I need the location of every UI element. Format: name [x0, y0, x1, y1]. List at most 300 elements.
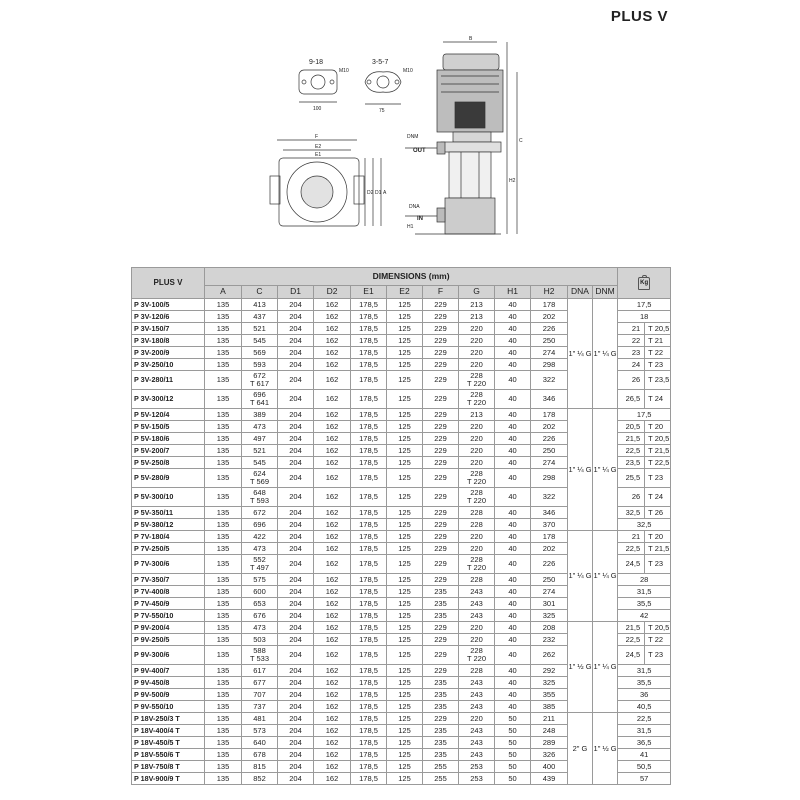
weight-single-phase: 26 — [618, 488, 645, 507]
cell-d1: 204 — [278, 531, 314, 543]
cell-a: 135 — [205, 445, 242, 457]
model-cell: P 9V-300/6 — [132, 646, 205, 665]
weight-three-phase: T 21,5 — [645, 445, 671, 457]
cell-g — [459, 347, 495, 359]
cell-h1: 40 — [495, 543, 531, 555]
cell-d2: 162 — [314, 531, 351, 543]
cell-d2: 162 — [314, 299, 351, 311]
cell-g — [459, 359, 495, 371]
cell-f: 235 — [423, 586, 459, 598]
cell-g — [459, 543, 495, 555]
model-cell: P 7V-450/9 — [132, 598, 205, 610]
cell-h2: 262 — [531, 646, 568, 665]
cell-h2: 370 — [531, 519, 568, 531]
cell-g-line: T 220 — [466, 496, 487, 505]
cell-d1: 204 — [278, 299, 314, 311]
cell-g-line: 243 — [470, 677, 483, 687]
cell-g-line: T 220 — [466, 398, 487, 407]
cell-d2: 162 — [314, 773, 351, 785]
cell-d2: 162 — [314, 371, 351, 390]
cell-c-line: 521 — [253, 445, 266, 455]
cell-f: 229 — [423, 574, 459, 586]
cell-e1: 178,5 — [351, 773, 387, 785]
cell-e2: 125 — [387, 409, 423, 421]
cell-f: 229 — [423, 311, 459, 323]
cell-c — [242, 773, 278, 785]
cell-h2: 202 — [531, 421, 568, 433]
cell-h2: 178 — [531, 409, 568, 421]
cell-e1: 178,5 — [351, 646, 387, 665]
cell-h1: 50 — [495, 761, 531, 773]
cell-c-line: 503 — [253, 634, 266, 644]
plan-dim-e1: E1 — [315, 152, 322, 158]
model-cell: P 3V-150/7 — [132, 323, 205, 335]
weight-three-phase: T 22 — [645, 347, 671, 359]
cell-d2: 162 — [314, 519, 351, 531]
cell-c-line: 624 — [253, 469, 266, 479]
weight-single-phase: 21 — [618, 323, 645, 335]
weight-three-phase: T 22 — [645, 634, 671, 646]
cell-h1: 40 — [495, 390, 531, 409]
cell-h1: 40 — [495, 335, 531, 347]
cell-d1: 204 — [278, 701, 314, 713]
cell-e1: 178,5 — [351, 610, 387, 622]
cell-h2: 250 — [531, 335, 568, 347]
cell-d2: 162 — [314, 749, 351, 761]
cell-d2: 162 — [314, 347, 351, 359]
cell-h1: 40 — [495, 457, 531, 469]
cell-c-line: T 617 — [249, 379, 270, 388]
cell-g — [459, 622, 495, 634]
cell-g-line: 228 — [470, 507, 483, 517]
column-header-e1: E1 — [351, 286, 387, 299]
table-row — [132, 622, 671, 634]
column-header-a: A — [205, 286, 242, 299]
model-cell: P 3V-280/11 — [132, 371, 205, 390]
cell-c — [242, 586, 278, 598]
cell-c-line: 640 — [253, 737, 266, 747]
cell-g-line: 228 — [470, 519, 483, 529]
cell-c-line: 521 — [253, 323, 266, 333]
cell-c — [242, 347, 278, 359]
cell-e2: 125 — [387, 531, 423, 543]
cell-c-line: T 593 — [249, 496, 270, 505]
column-header-h1: H1 — [495, 286, 531, 299]
flange-dim-75: 75 — [379, 108, 385, 114]
cell-g-line: 228 — [470, 390, 483, 400]
cell-g-line: 243 — [470, 598, 483, 608]
cell-c — [242, 390, 278, 409]
weight-cell: 35,5 — [618, 598, 671, 610]
cell-e1: 178,5 — [351, 586, 387, 598]
weight-single-phase: 32,5 — [618, 507, 645, 519]
cell-a: 135 — [205, 598, 242, 610]
plan-dim-d2: D2 — [367, 190, 374, 196]
cell-h2: 226 — [531, 433, 568, 445]
cell-h1: 40 — [495, 421, 531, 433]
cell-a: 135 — [205, 519, 242, 531]
cell-e2: 125 — [387, 749, 423, 761]
cell-e2: 125 — [387, 725, 423, 737]
cell-d2: 162 — [314, 598, 351, 610]
cell-e2: 125 — [387, 555, 423, 574]
model-cell: P 3V-250/10 — [132, 359, 205, 371]
cell-a: 135 — [205, 749, 242, 761]
cell-c-line: 677 — [253, 677, 266, 687]
flange-3-5-7-drawing — [365, 72, 401, 104]
cell-c-line: T 497 — [249, 563, 270, 572]
weight-three-phase: T 24 — [645, 390, 671, 409]
column-header-e2: E2 — [387, 286, 423, 299]
cell-d1: 204 — [278, 689, 314, 701]
table-row — [132, 713, 671, 725]
cell-g — [459, 335, 495, 347]
cell-c-line: 413 — [253, 299, 266, 309]
model-cell: P 5V-300/10 — [132, 488, 205, 507]
cell-dna: 1" ¼ G — [568, 299, 593, 409]
cell-dnm: 1" ¼ G — [593, 622, 618, 713]
cell-d2: 162 — [314, 433, 351, 445]
model-cell: P 5V-180/6 — [132, 433, 205, 445]
cell-d1: 204 — [278, 646, 314, 665]
cell-g — [459, 701, 495, 713]
cell-c — [242, 677, 278, 689]
cell-g-line: 243 — [470, 725, 483, 735]
cell-e2: 125 — [387, 761, 423, 773]
cell-d2: 162 — [314, 421, 351, 433]
model-cell: P 18V-750/8 T — [132, 761, 205, 773]
cell-d1: 204 — [278, 457, 314, 469]
cell-c — [242, 574, 278, 586]
cell-e2: 125 — [387, 507, 423, 519]
cell-c-line: 569 — [253, 347, 266, 357]
cell-a: 135 — [205, 421, 242, 433]
cell-c-line: 653 — [253, 598, 266, 608]
cell-d1: 204 — [278, 610, 314, 622]
cell-c — [242, 323, 278, 335]
cell-g — [459, 311, 495, 323]
weight-cell: 31,5 — [618, 586, 671, 598]
cell-g-line: 228 — [470, 555, 483, 565]
model-cell: P 7V-400/8 — [132, 586, 205, 598]
cell-g — [459, 586, 495, 598]
cell-g — [459, 555, 495, 574]
cell-c — [242, 519, 278, 531]
cell-g-line: 220 — [470, 433, 483, 443]
cell-e1: 178,5 — [351, 433, 387, 445]
cell-dna: 2" G — [568, 713, 593, 785]
cell-h2: 346 — [531, 390, 568, 409]
cell-h1: 40 — [495, 409, 531, 421]
cell-a: 135 — [205, 488, 242, 507]
cell-g-line: 243 — [470, 749, 483, 759]
cell-c — [242, 507, 278, 519]
cell-h1: 50 — [495, 737, 531, 749]
cell-a: 135 — [205, 725, 242, 737]
cell-g-line: 253 — [470, 773, 483, 783]
cell-a: 135 — [205, 390, 242, 409]
cell-c — [242, 634, 278, 646]
cell-d1: 204 — [278, 761, 314, 773]
cell-h1: 40 — [495, 519, 531, 531]
weight-three-phase: T 26 — [645, 507, 671, 519]
cell-e2: 125 — [387, 323, 423, 335]
cell-c-line: 815 — [253, 761, 266, 771]
cell-d1: 204 — [278, 323, 314, 335]
cell-c — [242, 665, 278, 677]
cell-d1: 204 — [278, 311, 314, 323]
cell-c-line: 672 — [253, 371, 266, 381]
column-header-dna: DNA — [568, 286, 593, 299]
cell-d2: 162 — [314, 390, 351, 409]
cell-d2: 162 — [314, 689, 351, 701]
cell-d2: 162 — [314, 335, 351, 347]
model-cell: P 5V-120/4 — [132, 409, 205, 421]
cell-e2: 125 — [387, 371, 423, 390]
cell-h2: 232 — [531, 634, 568, 646]
cell-a: 135 — [205, 665, 242, 677]
cell-d2: 162 — [314, 488, 351, 507]
cell-h2: 211 — [531, 713, 568, 725]
cell-e2: 125 — [387, 773, 423, 785]
cell-f: 229 — [423, 335, 459, 347]
cell-c-line: 422 — [253, 531, 266, 541]
cell-dnm: 1" ¼ G — [593, 409, 618, 531]
cell-h1: 40 — [495, 677, 531, 689]
cell-g — [459, 749, 495, 761]
cell-c — [242, 543, 278, 555]
cell-a: 135 — [205, 347, 242, 359]
cell-g-line: 220 — [470, 622, 483, 632]
cell-c — [242, 737, 278, 749]
cell-f: 229 — [423, 519, 459, 531]
cell-g — [459, 488, 495, 507]
model-cell: P 5V-150/5 — [132, 421, 205, 433]
cell-d2: 162 — [314, 634, 351, 646]
weight-cell: 18 — [618, 311, 671, 323]
weight-icon: Kg — [638, 277, 650, 290]
cell-g-line: 220 — [470, 634, 483, 644]
cell-c-line: 678 — [253, 749, 266, 759]
cell-dnm: 1" ½ G — [593, 713, 618, 785]
cell-g — [459, 445, 495, 457]
weight-cell: 28 — [618, 574, 671, 586]
cell-a: 135 — [205, 457, 242, 469]
cell-f: 229 — [423, 646, 459, 665]
cell-g — [459, 713, 495, 725]
cell-g — [459, 737, 495, 749]
weight-cell: 42 — [618, 610, 671, 622]
cell-a: 135 — [205, 543, 242, 555]
model-cell: P 3V-100/5 — [132, 299, 205, 311]
cell-g-line: 228 — [470, 488, 483, 498]
cell-h2: 248 — [531, 725, 568, 737]
cell-e2: 125 — [387, 646, 423, 665]
weight-cell: 57 — [618, 773, 671, 785]
cell-e1: 178,5 — [351, 543, 387, 555]
weight-three-phase: T 23,5 — [645, 371, 671, 390]
cell-c-line: 545 — [253, 335, 266, 345]
cell-g-line: 253 — [470, 761, 483, 771]
cell-e2: 125 — [387, 598, 423, 610]
cell-g-line: T 220 — [466, 379, 487, 388]
cell-h2: 202 — [531, 311, 568, 323]
cell-a: 135 — [205, 689, 242, 701]
cell-c-line: T 533 — [249, 654, 270, 663]
cell-c-line: 473 — [253, 421, 266, 431]
table-row — [132, 299, 671, 311]
cell-h1: 40 — [495, 347, 531, 359]
cell-f: 255 — [423, 761, 459, 773]
cell-g-line: 243 — [470, 737, 483, 747]
cell-d1: 204 — [278, 634, 314, 646]
cell-e1: 178,5 — [351, 713, 387, 725]
cell-h2: 202 — [531, 543, 568, 555]
cell-d2: 162 — [314, 737, 351, 749]
cell-h2: 250 — [531, 445, 568, 457]
cell-a: 135 — [205, 299, 242, 311]
cell-e2: 125 — [387, 610, 423, 622]
cell-h2: 385 — [531, 701, 568, 713]
cell-d1: 204 — [278, 749, 314, 761]
cell-c-line: 672 — [253, 507, 266, 517]
model-cell: P 7V-300/6 — [132, 555, 205, 574]
cell-c — [242, 713, 278, 725]
cell-h1: 40 — [495, 598, 531, 610]
plan-dim-a: A — [383, 190, 387, 196]
cell-a: 135 — [205, 737, 242, 749]
cell-g-line: 213 — [470, 409, 483, 419]
cell-g-line: 220 — [470, 347, 483, 357]
cell-f: 229 — [423, 390, 459, 409]
cell-d2: 162 — [314, 713, 351, 725]
cell-e2: 125 — [387, 677, 423, 689]
cell-e2: 125 — [387, 299, 423, 311]
cell-d2: 162 — [314, 457, 351, 469]
cell-g — [459, 519, 495, 531]
cell-c — [242, 598, 278, 610]
cell-f: 229 — [423, 665, 459, 677]
cell-h2: 208 — [531, 622, 568, 634]
side-dim-c: C — [519, 138, 523, 144]
weight-cell: 36 — [618, 689, 671, 701]
cell-e2: 125 — [387, 713, 423, 725]
weight-three-phase: T 20 — [645, 421, 671, 433]
cell-f: 229 — [423, 457, 459, 469]
weight-single-phase: 26 — [618, 371, 645, 390]
cell-e2: 125 — [387, 634, 423, 646]
model-cell: P 3V-300/12 — [132, 390, 205, 409]
cell-c — [242, 371, 278, 390]
cell-g-line: 228 — [470, 469, 483, 479]
cell-d1: 204 — [278, 622, 314, 634]
cell-a: 135 — [205, 311, 242, 323]
column-header-g: G — [459, 286, 495, 299]
model-cell: P 18V-550/6 T — [132, 749, 205, 761]
cell-d1: 204 — [278, 519, 314, 531]
cell-f: 235 — [423, 610, 459, 622]
cell-g-line: 213 — [470, 299, 483, 309]
cell-e1: 178,5 — [351, 311, 387, 323]
weight-single-phase: 22,5 — [618, 543, 645, 555]
cell-e2: 125 — [387, 421, 423, 433]
model-cell: P 9V-550/10 — [132, 701, 205, 713]
cell-g-line: 243 — [470, 586, 483, 596]
cell-a: 135 — [205, 323, 242, 335]
cell-c — [242, 469, 278, 488]
cell-a: 135 — [205, 761, 242, 773]
cell-f: 229 — [423, 713, 459, 725]
cell-a: 135 — [205, 531, 242, 543]
cell-f: 229 — [423, 488, 459, 507]
cell-e2: 125 — [387, 701, 423, 713]
cell-f: 235 — [423, 689, 459, 701]
cell-h1: 40 — [495, 634, 531, 646]
cell-f: 229 — [423, 371, 459, 390]
cell-a: 135 — [205, 713, 242, 725]
cell-e1: 178,5 — [351, 598, 387, 610]
cell-a: 135 — [205, 677, 242, 689]
cell-h1: 40 — [495, 586, 531, 598]
cell-h1: 40 — [495, 555, 531, 574]
cell-g-line: 220 — [470, 713, 483, 723]
cell-f: 235 — [423, 677, 459, 689]
cell-e2: 125 — [387, 574, 423, 586]
plan-dim-e2: E2 — [315, 144, 322, 150]
cell-g-line: 243 — [470, 610, 483, 620]
cell-c-line: T 569 — [249, 477, 270, 486]
weight-three-phase: T 20,5 — [645, 433, 671, 445]
cell-h2: 298 — [531, 359, 568, 371]
cell-a: 135 — [205, 773, 242, 785]
side-dim-dnm: DNM — [407, 134, 419, 140]
column-header-h2: H2 — [531, 286, 568, 299]
cell-f: 255 — [423, 773, 459, 785]
cell-c-line: 593 — [253, 359, 266, 369]
cell-a: 135 — [205, 507, 242, 519]
cell-d1: 204 — [278, 713, 314, 725]
weight-cell: 17,5 — [618, 299, 671, 311]
cell-c-line: 696 — [253, 390, 266, 400]
model-cell: P 3V-120/6 — [132, 311, 205, 323]
cell-d1: 204 — [278, 598, 314, 610]
model-cell: P 5V-200/7 — [132, 445, 205, 457]
cell-a: 135 — [205, 634, 242, 646]
cell-e1: 178,5 — [351, 335, 387, 347]
cell-e2: 125 — [387, 689, 423, 701]
cell-h1: 40 — [495, 507, 531, 519]
cell-e1: 178,5 — [351, 737, 387, 749]
cell-h1: 40 — [495, 323, 531, 335]
cell-d2: 162 — [314, 665, 351, 677]
cell-c — [242, 725, 278, 737]
cell-e1: 178,5 — [351, 725, 387, 737]
cell-f: 229 — [423, 469, 459, 488]
cell-e2: 125 — [387, 457, 423, 469]
cell-h2: 439 — [531, 773, 568, 785]
weight-single-phase: 21,5 — [618, 433, 645, 445]
cell-c — [242, 359, 278, 371]
model-cell: P 7V-350/7 — [132, 574, 205, 586]
model-cell: P 3V-180/8 — [132, 335, 205, 347]
weight-cell: 50,5 — [618, 761, 671, 773]
cell-d1: 204 — [278, 574, 314, 586]
cell-f: 229 — [423, 421, 459, 433]
cell-f: 235 — [423, 598, 459, 610]
weight-single-phase: 22,5 — [618, 634, 645, 646]
cell-g — [459, 677, 495, 689]
plan-dim-d1: D1 — [375, 190, 382, 196]
